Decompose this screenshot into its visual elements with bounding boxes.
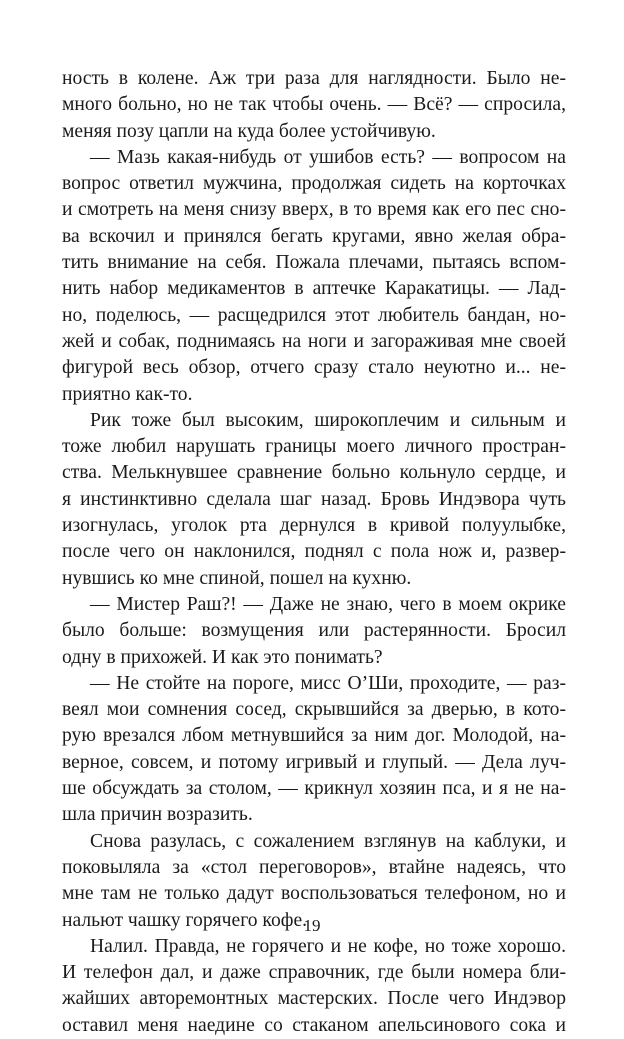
text-line: поковыляла за «стол переговоров», втайне надеясь, что <box>62 856 566 878</box>
text-line: нувшись ко мне спиной, пошел на кухню. <box>62 567 412 589</box>
book-page-text <box>62 66 566 1039</box>
text-line: после чего он наклонился, поднял с пола нож и, развер- <box>62 541 566 563</box>
text-line: нальют чашку горячего кофе. <box>62 909 308 931</box>
text-line: — Мистер Раш?! — Даже не знаю, чего в моем окрике <box>90 593 566 615</box>
text-line: ше обсуждать за столом, — крикнул хозяин пса, и я не на- <box>62 778 566 800</box>
text-line: мне там не только дадут воспользоваться телефоном, но и <box>62 883 566 905</box>
paragraph <box>62 408 566 592</box>
paragraph <box>62 145 566 408</box>
text-line: тоже любил нарушать границы моего личного простран- <box>62 436 566 458</box>
text-line: шла причин возразить. <box>62 804 253 826</box>
text-line: оставил меня наедине со стаканом апельсинового сока и <box>62 1014 566 1036</box>
text-line: рую врезался лбом метнувшийся за ним дог. Молодой, на- <box>62 725 566 747</box>
text-line: ность в колене. Аж три раза для наглядности. Было не- <box>62 68 566 89</box>
page-number: 19 <box>303 916 321 935</box>
text-line: и смотреть на меня снизу вверх, в то время как его пес сно- <box>62 199 566 221</box>
text-line: ства. Мелькнувшее сравнение больно кольнуло сердце, и <box>62 462 566 484</box>
text-line: было больше: возмущения или растерянности. Бросил <box>62 620 566 642</box>
text-line: веял мои сомнения сосед, скрывшийся за дверью, в кото- <box>62 699 566 721</box>
text-line: нить набор медикаментов в аптечке Каракатицы. — Лад- <box>62 278 566 300</box>
paragraph <box>62 934 566 1039</box>
text-line: ва вскочил и принялся бегать кругами, явно желая обра- <box>62 225 566 247</box>
text-line: меняя позу цапли на куда более устойчивую. <box>62 120 436 142</box>
text-line: много больно, но не так чтобы очень. — Всё? — спросила, <box>62 94 566 116</box>
text-line: жей и собак, поднимаясь на ноги и загораживая мне своей <box>62 330 566 352</box>
text-line: Снова разулась, с сожалением взглянув на каблуки, и <box>90 830 566 852</box>
text-line: вопрос ответил мужчина, продолжая сидеть на корточках <box>62 173 566 195</box>
text-line: тить внимание на себя. Пожала плечами, пытаясь вспом- <box>62 252 566 274</box>
paragraph <box>62 66 566 145</box>
text-line: — Мазь какая-нибудь от ушибов есть? — вопросом на <box>90 146 566 168</box>
text-line: фигурой весь обзор, отчего сразу стало неуютно и... не- <box>62 357 566 379</box>
text-line: но, поделюсь, — расщедрился этот любитель бандан, но- <box>62 304 566 326</box>
paragraph <box>62 671 566 829</box>
text-line: — Не стойте на пороге, мисс О’Ши, проходите, — раз- <box>90 672 566 694</box>
text-line: я инстинктивно сделала шаг назад. Бровь Индэвора чуть <box>62 488 566 510</box>
text-line: одну в прихожей. И как это понимать? <box>62 646 383 668</box>
text-line: Рик тоже был высоким, широкоплечим и сильным и <box>90 409 566 431</box>
text-line: Налил. Правда, не горячего и не кофе, но тоже хорошо. <box>90 935 566 957</box>
text-line: жайших авторемонтных мастерских. После чего Индэвор <box>62 988 566 1010</box>
paragraph <box>62 592 566 671</box>
text-line: И телефон дал, и даже справочник, где были номера бли- <box>62 962 566 984</box>
text-line: верное, совсем, и потому игривый и глупый. — Дела луч- <box>62 751 566 773</box>
text-line: приятно как-то. <box>62 383 193 405</box>
text-line: изогнулась, уголок рта дернулся в кривой полуулыбке, <box>62 515 566 537</box>
